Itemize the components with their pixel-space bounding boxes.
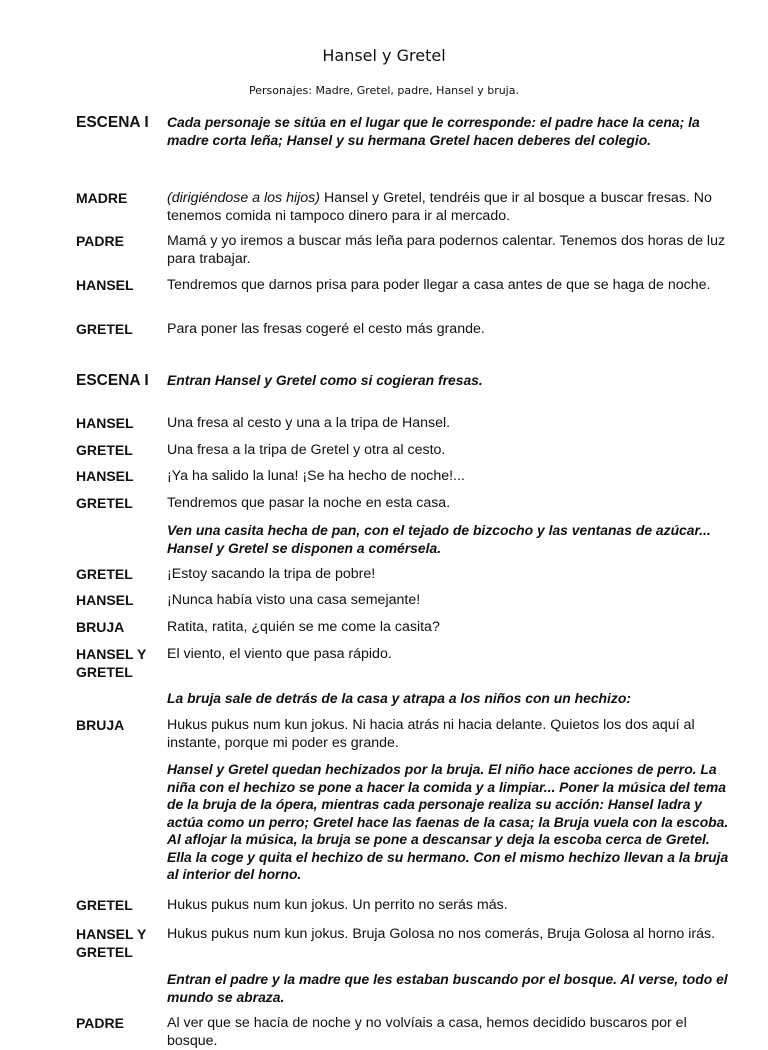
scene-label: ESCENA I (76, 372, 149, 389)
direction-text (167, 114, 729, 149)
direction-text (167, 971, 729, 1006)
line-content: Mamá y yo iremos a buscar más leña para podernos calentar. Tenemos dos horas de luz para trabajar. (167, 233, 726, 267)
line-content: ¡Ya ha salido la luna! ¡Se ha hecho de noche!... (167, 468, 465, 484)
line-text (167, 495, 729, 513)
speaker-name: MADRE (76, 190, 128, 206)
line-text (167, 717, 729, 752)
line-text (167, 619, 729, 637)
speaker-name: HANSEL (76, 592, 134, 608)
line-content: Una fresa al cesto y una a la tripa de Hansel. (167, 415, 451, 431)
characters-list: Personajes: Madre, Gretel, padre, Hansel y bruja. (249, 84, 519, 97)
line-content: Ratita, ratita, ¿quién se me come la casita? (167, 619, 440, 635)
script-title: Hansel y Gretel (322, 46, 446, 65)
line-text (167, 442, 729, 460)
line-content: Tendremos que pasar la noche en esta casa. (167, 495, 451, 511)
line-content: Una fresa a la tripa de Gretel y otra al cesto. (167, 442, 446, 458)
line-text (167, 277, 729, 295)
line-content: Hansel y Gretel quedan hechizados por la bruja. El niño hace acciones de perro. La niña con el hechizo se pone a hacer la comida y a limpiar... Poner la música del tema de la bruja de la ópera, mientras cada personaje realiza su acción: Hansel ladra y actúa como un perro; Gretel hace las faenas de la casa; la Bruja vuela con la escoba. Al aflojar la música, la bruja se pone a descansar y deja la escoba cerca de Gretel. Ella la coge y quita el hechizo de su hermano. Con el mismo hechizo llevan a la bruja al interior del horno. (167, 761, 729, 882)
line-text (167, 592, 729, 610)
line-content: Hansel y Gretel, tendréis que ir al bosque a buscar fresas. No tenemos comida ni tampoco dinero para ir al mercado. (167, 190, 712, 224)
line-content: Entran Hansel y Gretel como si cogieran fresas. (167, 372, 483, 388)
speaker-name: GRETEL (76, 495, 133, 511)
speaker-name: GRETEL (76, 321, 133, 337)
speaker-name: GRETEL (76, 442, 133, 458)
line-text (167, 1015, 729, 1050)
line-content: ¡Estoy sacando la tripa de pobre! (167, 566, 376, 582)
direction-text (167, 761, 729, 884)
line-text (167, 190, 729, 225)
line-content: Al ver que se hacía de noche y no volvíais a casa, hemos decidido buscaros por el bosque. (167, 1015, 687, 1049)
speaker-name: PADRE (76, 1015, 124, 1031)
line-text (167, 321, 729, 339)
line-content: Cada personaje se sitúa en el lugar que le corresponde: el padre hace la cena; la madre corta leña; Hansel y su hermana Gretel hacen deberes del colegio. (167, 114, 700, 148)
speaker-name: HANSEL (76, 415, 134, 431)
aside-text: (dirigiéndose a los hijos) (167, 190, 320, 206)
line-content: ¡Nunca había visto una casa semejante! (167, 592, 421, 608)
direction-text (167, 690, 729, 708)
line-content: Hukus pukus num kun jokus. Un perrito no serás más. (167, 897, 508, 913)
line-text (167, 897, 729, 915)
line-text (167, 566, 729, 584)
scene-label: ESCENA I (76, 114, 149, 131)
line-content: La bruja sale de detrás de la casa y atrapa a los niños con un hechizo: (167, 690, 631, 706)
line-content: Hukus pukus num kun jokus. Bruja Golosa no nos comerás, Bruja Golosa al horno irás. (167, 926, 716, 942)
line-text (167, 646, 729, 664)
line-content: Entran el padre y la madre que les estaban buscando por el bosque. Al verse, todo el mundo se abraza. (167, 971, 728, 1005)
direction-text (167, 522, 729, 557)
speaker-name: BRUJA (76, 619, 125, 635)
speaker-name: HANSEL (76, 468, 134, 484)
line-text (167, 233, 729, 268)
line-text (167, 415, 729, 433)
line-text (167, 926, 729, 944)
speaker-name: GRETEL (76, 897, 133, 913)
line-content: Ven una casita hecha de pan, con el tejado de bizcocho y las ventanas de azúcar... Hansel y Gretel se disponen a comérsela. (167, 522, 711, 556)
line-content: Hukus pukus num kun jokus. Ni hacia atrás ni hacia delante. Quietos los dos aquí al instante, porque mi poder es grande. (167, 717, 695, 751)
line-content: Tendremos que darnos prisa para poder llegar a casa antes de que se haga de noche. (167, 277, 711, 293)
speaker-name: PADRE (76, 233, 124, 249)
speaker-name: HANSEL (76, 277, 134, 293)
line-content: El viento, el viento que pasa rápido. (167, 646, 392, 662)
line-text (167, 468, 729, 486)
direction-text (167, 372, 729, 390)
line-content: Para poner las fresas cogeré el cesto más grande. (167, 321, 485, 337)
speaker-name: GRETEL (76, 566, 133, 582)
speaker-name: BRUJA (76, 717, 125, 733)
speaker-name: HANSEL Y GRETEL (76, 646, 147, 680)
speaker-name: HANSEL Y GRETEL (76, 926, 147, 960)
